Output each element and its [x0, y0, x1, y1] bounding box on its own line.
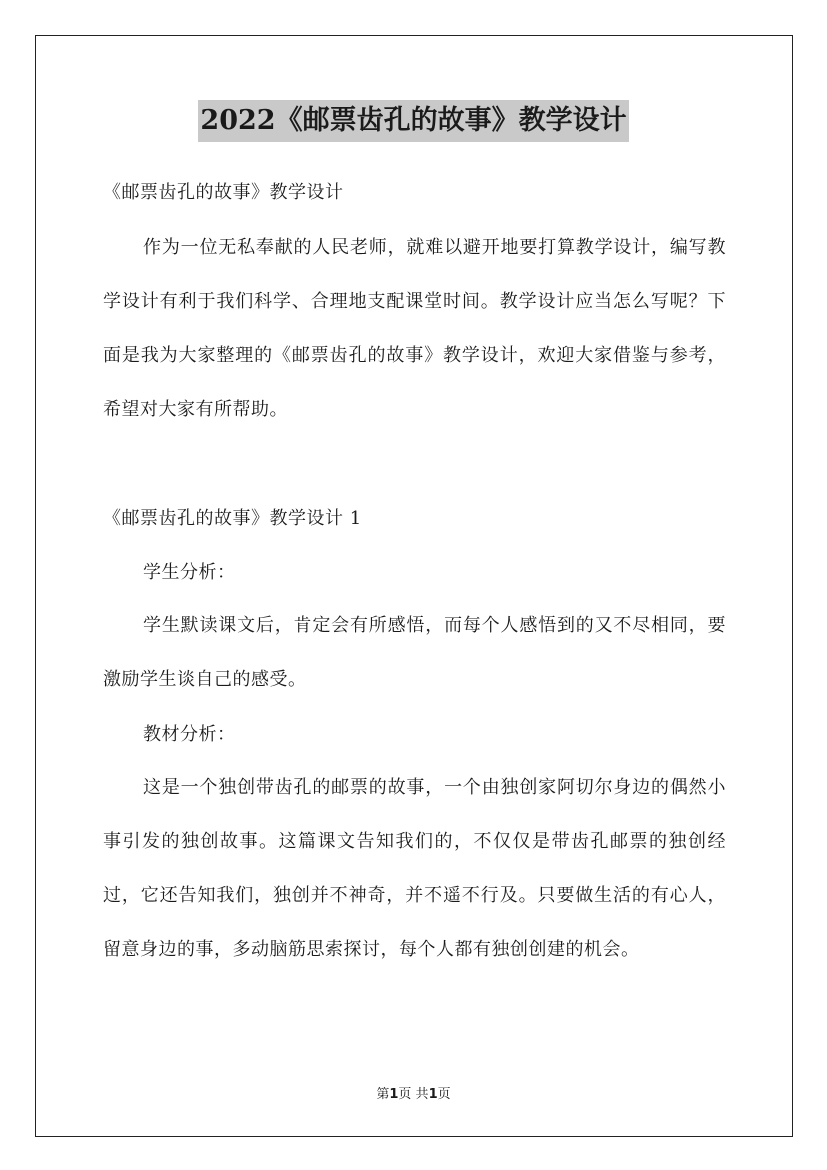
page-footer: [0, 1083, 827, 1102]
footer-page-suffix: 页: [437, 1087, 451, 1102]
document-title-wrapper: [0, 100, 827, 142]
document-title: 2022《邮票齿孔的故事》教学设计: [198, 100, 628, 142]
section1-heading-block: [103, 507, 726, 531]
document-subtitle: 《邮票齿孔的故事》教学设计: [103, 182, 344, 203]
material-analysis-label-block: [103, 723, 726, 747]
student-analysis-block: [103, 599, 726, 707]
student-analysis-label: 学生分析：: [143, 562, 236, 583]
footer-page-total: 1: [428, 1087, 438, 1102]
student-analysis-paragraph: 学生默读课文后，肯定会有所感悟，而每个人感悟到的又不尽相同，要激励学生谈自己的感受。: [103, 615, 726, 690]
intro-paragraph: 作为一位无私奉献的人民老师，就难以避开地要打算教学设计，编写教学设计有利于我们科学、合理地支配课堂时间。教学设计应当怎么写呢？下面是我为大家整理的《邮票齿孔的故事》教学设计，欢迎大家借鉴与参考，希望对大家有所帮助。: [103, 237, 726, 420]
material-analysis-block: [103, 761, 726, 977]
section1-heading: 《邮票齿孔的故事》教学设计 1: [103, 508, 362, 529]
footer-page-current: 1: [389, 1087, 399, 1102]
material-analysis-paragraph: 这是一个独创带齿孔的邮票的故事，一个由独创家阿切尔身边的偶然小事引发的独创故事。这篇课文告知我们的，不仅仅是带齿孔邮票的独创经过，它还告知我们，独创并不神奇，并不遥不行及。只要做生活的有心人，留意身边的事，多动脑筋思索探讨，每个人都有独创创建的机会。: [103, 777, 726, 960]
footer-page-prefix: 第: [376, 1087, 390, 1102]
document-subtitle-block: [103, 181, 726, 205]
student-analysis-label-block: [103, 561, 726, 585]
intro-block: [103, 221, 726, 437]
footer-page-mid: 页 共: [398, 1087, 429, 1102]
material-analysis-label: 教材分析：: [143, 724, 236, 745]
